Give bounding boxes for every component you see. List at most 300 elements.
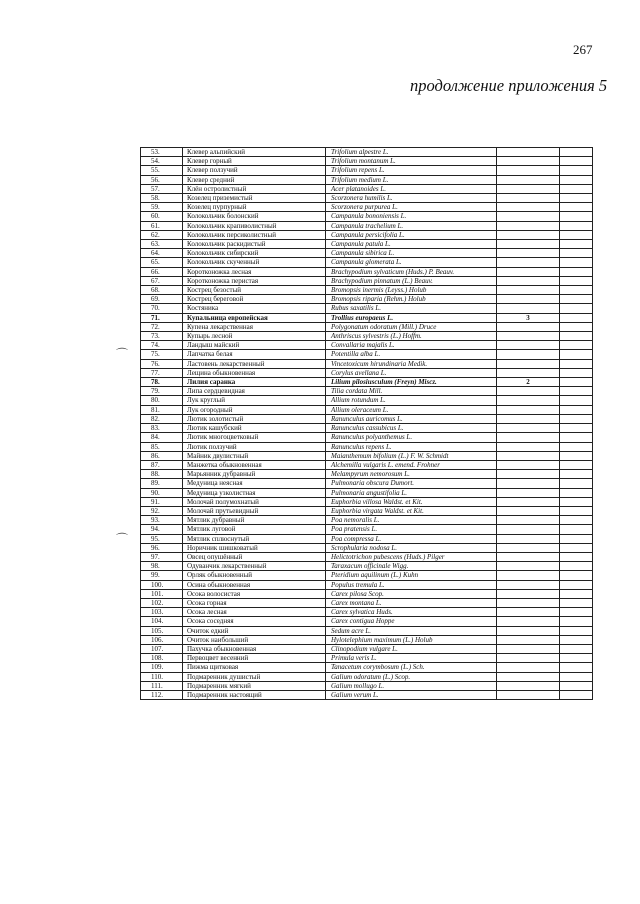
row-number: 60.: [141, 212, 183, 221]
extra-cell: [560, 617, 593, 626]
extra-cell: [560, 598, 593, 607]
row-number: 110.: [141, 672, 183, 681]
extra-cell: [560, 451, 593, 460]
table-row: [141, 460, 593, 469]
category-value: [497, 424, 560, 433]
row-number: 98.: [141, 562, 183, 571]
species-table-body: [141, 148, 593, 700]
extra-cell: [560, 157, 593, 166]
latin-name: Populus tremula L.: [326, 580, 497, 589]
russian-name: Колокольчик скученный: [183, 258, 326, 267]
extra-cell: [560, 635, 593, 644]
latin-name: Campanula bononiensis L.: [326, 212, 497, 221]
russian-name: Марьянник дубравный: [183, 470, 326, 479]
category-value: [497, 175, 560, 184]
latin-name: Maianthemum bifolium (L.) F. W. Schmidt: [326, 451, 497, 460]
latin-name: Allium oleraceum L.: [326, 405, 497, 414]
row-number: 89.: [141, 479, 183, 488]
category-value: [497, 157, 560, 166]
latin-name: Poa pratensis L.: [326, 525, 497, 534]
russian-name: Кострец безостый: [183, 286, 326, 295]
russian-name: Клевер ползучий: [183, 166, 326, 175]
row-number: 108.: [141, 654, 183, 663]
category-value: [497, 626, 560, 635]
table-row: [141, 157, 593, 166]
table-row: [141, 368, 593, 377]
row-number: 58.: [141, 194, 183, 203]
extra-cell: [560, 387, 593, 396]
russian-name: Очиток наибольший: [183, 635, 326, 644]
row-number: 90.: [141, 488, 183, 497]
table-row: [141, 589, 593, 598]
table-row: [141, 497, 593, 506]
category-value: [497, 470, 560, 479]
russian-name: Осока соседняя: [183, 617, 326, 626]
row-number: 87.: [141, 460, 183, 469]
table-row: [141, 295, 593, 304]
latin-name: Pteridium aquilinum (L.) Kuhn: [326, 571, 497, 580]
extra-cell: [560, 488, 593, 497]
latin-name: Carex sylvatica Huds.: [326, 608, 497, 617]
table-row: [141, 405, 593, 414]
extra-cell: [560, 258, 593, 267]
category-value: [497, 525, 560, 534]
row-number: 56.: [141, 175, 183, 184]
russian-name: Медуница неясная: [183, 479, 326, 488]
row-number: 76.: [141, 359, 183, 368]
latin-name: Corylus avellana L.: [326, 368, 497, 377]
extra-cell: [560, 654, 593, 663]
row-number: 70.: [141, 304, 183, 313]
latin-name: Clinopodium vulgare L.: [326, 644, 497, 653]
russian-name: Подмаренник мягкий: [183, 681, 326, 690]
table-row: [141, 313, 593, 322]
row-number: 67.: [141, 276, 183, 285]
table-row: [141, 332, 593, 341]
category-value: [497, 562, 560, 571]
latin-name: Tilia cordata Mill.: [326, 387, 497, 396]
table-row: [141, 221, 593, 230]
latin-name: Carex montana L.: [326, 598, 497, 607]
russian-name: Лук круглый: [183, 396, 326, 405]
russian-name: Колокольчик болонский: [183, 212, 326, 221]
table-row: [141, 194, 593, 203]
extra-cell: [560, 221, 593, 230]
category-value: [497, 203, 560, 212]
table-row: [141, 516, 593, 525]
table-row: [141, 644, 593, 653]
table-row: [141, 479, 593, 488]
table-row: [141, 258, 593, 267]
category-value: [497, 617, 560, 626]
extra-cell: [560, 442, 593, 451]
russian-name: Купена лекарственная: [183, 322, 326, 331]
extra-cell: [560, 148, 593, 157]
table-row: [141, 184, 593, 193]
latin-name: Brachypodium pinnatum (L.) Beauv.: [326, 276, 497, 285]
extra-cell: [560, 525, 593, 534]
table-row: [141, 341, 593, 350]
table-row: [141, 286, 593, 295]
page-number: 267: [573, 42, 593, 57]
russian-name: Норичник шишковатый: [183, 543, 326, 552]
category-value: [497, 304, 560, 313]
extra-cell: [560, 506, 593, 515]
category-value: [497, 635, 560, 644]
extra-cell: [560, 681, 593, 690]
table-row: [141, 304, 593, 313]
extra-cell: [560, 378, 593, 387]
extra-cell: [560, 359, 593, 368]
latin-name: Primula veris L.: [326, 654, 497, 663]
russian-name: Купырь лесной: [183, 332, 326, 341]
category-value: [497, 516, 560, 525]
extra-cell: [560, 194, 593, 203]
russian-name: Пижма щитковая: [183, 663, 326, 672]
russian-name: Подмаренник душистый: [183, 672, 326, 681]
extra-cell: [560, 184, 593, 193]
latin-name: Carex contigua Hoppe: [326, 617, 497, 626]
category-value: [497, 332, 560, 341]
category-value: [497, 506, 560, 515]
row-number: 78.: [141, 378, 183, 387]
category-value: [497, 295, 560, 304]
table-row: [141, 166, 593, 175]
latin-name: Carex pilosa Scop.: [326, 589, 497, 598]
extra-cell: [560, 166, 593, 175]
category-value: [497, 488, 560, 497]
row-number: 75.: [141, 350, 183, 359]
category-value: [497, 276, 560, 285]
latin-name: Trifolium repens L.: [326, 166, 497, 175]
extra-cell: [560, 230, 593, 239]
latin-name: Campanula patula L.: [326, 240, 497, 249]
russian-name: Липа сердцевидная: [183, 387, 326, 396]
category-value: [497, 267, 560, 276]
extra-cell: [560, 460, 593, 469]
table-row: [141, 240, 593, 249]
latin-name: Trifolium montanum L.: [326, 157, 497, 166]
russian-name: Осина обыкновенная: [183, 580, 326, 589]
extra-cell: [560, 304, 593, 313]
russian-name: Первоцвет весенний: [183, 654, 326, 663]
row-number: 69.: [141, 295, 183, 304]
category-value: [497, 194, 560, 203]
table-row: [141, 414, 593, 423]
extra-cell: [560, 663, 593, 672]
row-number: 91.: [141, 497, 183, 506]
category-value: [497, 497, 560, 506]
table-row: [141, 681, 593, 690]
row-number: 84.: [141, 433, 183, 442]
latin-name: Galium odoratum (L.) Scop.: [326, 672, 497, 681]
russian-name: Майник двулистный: [183, 451, 326, 460]
table-row: [141, 424, 593, 433]
row-number: 105.: [141, 626, 183, 635]
table-row: [141, 433, 593, 442]
table-row: [141, 322, 593, 331]
latin-name: Trifolium medium L.: [326, 175, 497, 184]
latin-name: Melampyrum nemorosum L.: [326, 470, 497, 479]
row-number: 95.: [141, 534, 183, 543]
latin-name: Helictotrichon pubescens (Huds.) Pilger: [326, 552, 497, 561]
row-number: 79.: [141, 387, 183, 396]
russian-name: Осока лесная: [183, 608, 326, 617]
russian-name: Кострец береговой: [183, 295, 326, 304]
category-value: [497, 598, 560, 607]
extra-cell: [560, 368, 593, 377]
russian-name: Лютик многоцветковый: [183, 433, 326, 442]
row-number: 66.: [141, 267, 183, 276]
extra-cell: [560, 690, 593, 699]
russian-name: Клевер горный: [183, 157, 326, 166]
latin-name: Ranunculus auricomus L.: [326, 414, 497, 423]
row-number: 104.: [141, 617, 183, 626]
species-table: [140, 147, 593, 700]
table-row: [141, 470, 593, 479]
category-value: [497, 672, 560, 681]
category-value: [497, 608, 560, 617]
table-row: [141, 396, 593, 405]
row-number: 82.: [141, 414, 183, 423]
russian-name: Костяника: [183, 304, 326, 313]
extra-cell: [560, 212, 593, 221]
table-row: [141, 562, 593, 571]
category-value: [497, 442, 560, 451]
row-number: 73.: [141, 332, 183, 341]
russian-name: Коротконожка перистая: [183, 276, 326, 285]
latin-name: Euphorbia virgata Waldst. et Kit.: [326, 506, 497, 515]
row-number: 92.: [141, 506, 183, 515]
extra-cell: [560, 672, 593, 681]
extra-cell: [560, 433, 593, 442]
category-value: [497, 148, 560, 157]
latin-name: Bromopsis riparia (Rehm.) Holub: [326, 295, 497, 304]
latin-name: Ranunculus polyanthemus L.: [326, 433, 497, 442]
table-row: [141, 672, 593, 681]
latin-name: Ranunculus cassubicus L.: [326, 424, 497, 433]
category-value: [497, 221, 560, 230]
extra-cell: [560, 562, 593, 571]
extra-cell: [560, 479, 593, 488]
category-value: [497, 230, 560, 239]
extra-cell: [560, 534, 593, 543]
table-row: [141, 276, 593, 285]
row-number: 81.: [141, 405, 183, 414]
category-value: 2: [497, 378, 560, 387]
russian-name: Овсец опушённый: [183, 552, 326, 561]
table-row: [141, 203, 593, 212]
latin-name: Allium rotundum L.: [326, 396, 497, 405]
extra-cell: [560, 350, 593, 359]
extra-cell: [560, 497, 593, 506]
row-number: 86.: [141, 451, 183, 460]
russian-name: Колокольчик раскидистый: [183, 240, 326, 249]
latin-name: Pulmonaria angustifolia L.: [326, 488, 497, 497]
row-number: 85.: [141, 442, 183, 451]
table-row: [141, 175, 593, 184]
category-value: [497, 286, 560, 295]
latin-name: Scrophularia nodosa L.: [326, 543, 497, 552]
latin-name: Anthriscus sylvestris (L.) Hoffm.: [326, 332, 497, 341]
margin-mark: ⌒: [116, 532, 129, 546]
russian-name: Молочай полумохнатый: [183, 497, 326, 506]
row-number: 102.: [141, 598, 183, 607]
category-value: [497, 258, 560, 267]
row-number: 62.: [141, 230, 183, 239]
russian-name: Лютик ползучий: [183, 442, 326, 451]
russian-name: Ландыш майский: [183, 341, 326, 350]
table-row: [141, 267, 593, 276]
table-row: [141, 378, 593, 387]
latin-name: Tanacetum corymbosum (L.) Sch.: [326, 663, 497, 672]
table-row: [141, 525, 593, 534]
row-number: 93.: [141, 516, 183, 525]
russian-name: Колокольчик сибирский: [183, 249, 326, 258]
extra-cell: [560, 249, 593, 258]
category-value: [497, 396, 560, 405]
russian-name: Медуница узколистная: [183, 488, 326, 497]
category-value: [497, 663, 560, 672]
russian-name: Козелец приземистый: [183, 194, 326, 203]
russian-name: Орляк обыкновенный: [183, 571, 326, 580]
category-value: [497, 414, 560, 423]
russian-name: Пахучка обыкновенная: [183, 644, 326, 653]
extra-cell: [560, 608, 593, 617]
category-value: [497, 479, 560, 488]
russian-name: Мятлик сплюснутый: [183, 534, 326, 543]
table-row: [141, 387, 593, 396]
extra-cell: [560, 543, 593, 552]
category-value: [497, 212, 560, 221]
row-number: 111.: [141, 681, 183, 690]
row-number: 72.: [141, 322, 183, 331]
latin-name: Scorzonera humilis L.: [326, 194, 497, 203]
extra-cell: [560, 396, 593, 405]
row-number: 99.: [141, 571, 183, 580]
russian-name: Лещина обыкновенная: [183, 368, 326, 377]
latin-name: Campanula sibirica L.: [326, 249, 497, 258]
margin-mark: ⌒: [116, 347, 129, 361]
category-value: [497, 589, 560, 598]
category-value: [497, 405, 560, 414]
russian-name: Подмаренник настоящий: [183, 690, 326, 699]
latin-name: Hylotelephium maximum (L.) Holub: [326, 635, 497, 644]
category-value: [497, 166, 560, 175]
extra-cell: [560, 626, 593, 635]
extra-cell: [560, 405, 593, 414]
extra-cell: [560, 276, 593, 285]
table-row: [141, 543, 593, 552]
category-value: [497, 359, 560, 368]
category-value: [497, 543, 560, 552]
row-number: 55.: [141, 166, 183, 175]
latin-name: Vincetoxicum hirundinaria Medik.: [326, 359, 497, 368]
extra-cell: [560, 414, 593, 423]
table-row: [141, 249, 593, 258]
table-row: [141, 626, 593, 635]
russian-name: Лилия саранка: [183, 378, 326, 387]
table-row: [141, 608, 593, 617]
latin-name: Potentilla alba L.: [326, 350, 497, 359]
table-row: [141, 598, 593, 607]
latin-name: Brachypodium sylvaticum (Huds.) P. Beauv.: [326, 267, 497, 276]
table-row: [141, 654, 593, 663]
extra-cell: [560, 295, 593, 304]
extra-cell: [560, 267, 593, 276]
extra-cell: [560, 341, 593, 350]
extra-cell: [560, 322, 593, 331]
latin-name: Sedum acre L.: [326, 626, 497, 635]
category-value: [497, 451, 560, 460]
russian-name: Осока горная: [183, 598, 326, 607]
latin-name: Trollius europaeus L.: [326, 313, 497, 322]
russian-name: Лук огородный: [183, 405, 326, 414]
row-number: 83.: [141, 424, 183, 433]
category-value: [497, 322, 560, 331]
row-number: 107.: [141, 644, 183, 653]
category-value: [497, 580, 560, 589]
russian-name: Лютик кашубский: [183, 424, 326, 433]
extra-cell: [560, 424, 593, 433]
latin-name: Polygonatum odoratum (Mill.) Druce: [326, 322, 497, 331]
row-number: 65.: [141, 258, 183, 267]
row-number: 57.: [141, 184, 183, 193]
russian-name: Клён остролистный: [183, 184, 326, 193]
latin-name: Scorzonera purpurea L.: [326, 203, 497, 212]
latin-name: Euphorbia villosa Waldst. et Kit.: [326, 497, 497, 506]
latin-name: Pulmonaria obscura Dumort.: [326, 479, 497, 488]
table-row: [141, 617, 593, 626]
extra-cell: [560, 644, 593, 653]
table-row: [141, 359, 593, 368]
row-number: 112.: [141, 690, 183, 699]
table-row: [141, 635, 593, 644]
row-number: 68.: [141, 286, 183, 295]
table-row: [141, 488, 593, 497]
appendix-title: продолжение приложения 5: [410, 76, 608, 95]
table-row: [141, 212, 593, 221]
category-value: [497, 184, 560, 193]
row-number: 101.: [141, 589, 183, 598]
category-value: [497, 249, 560, 258]
table-row: [141, 552, 593, 561]
row-number: 88.: [141, 470, 183, 479]
row-number: 53.: [141, 148, 183, 157]
row-number: 103.: [141, 608, 183, 617]
latin-name: Campanula glomerata L.: [326, 258, 497, 267]
row-number: 96.: [141, 543, 183, 552]
row-number: 74.: [141, 341, 183, 350]
row-number: 97.: [141, 552, 183, 561]
row-number: 59.: [141, 203, 183, 212]
table-row: [141, 580, 593, 589]
extra-cell: [560, 571, 593, 580]
extra-cell: [560, 580, 593, 589]
latin-name: Galium verum L.: [326, 690, 497, 699]
extra-cell: [560, 313, 593, 322]
russian-name: Купальница европейская: [183, 313, 326, 322]
row-number: 80.: [141, 396, 183, 405]
row-number: 71.: [141, 313, 183, 322]
latin-name: Bromopsis inermis (Leyss.) Holub: [326, 286, 497, 295]
category-value: [497, 534, 560, 543]
category-value: 3: [497, 313, 560, 322]
extra-cell: [560, 286, 593, 295]
category-value: [497, 571, 560, 580]
table-row: [141, 148, 593, 157]
latin-name: Poa compressa L.: [326, 534, 497, 543]
